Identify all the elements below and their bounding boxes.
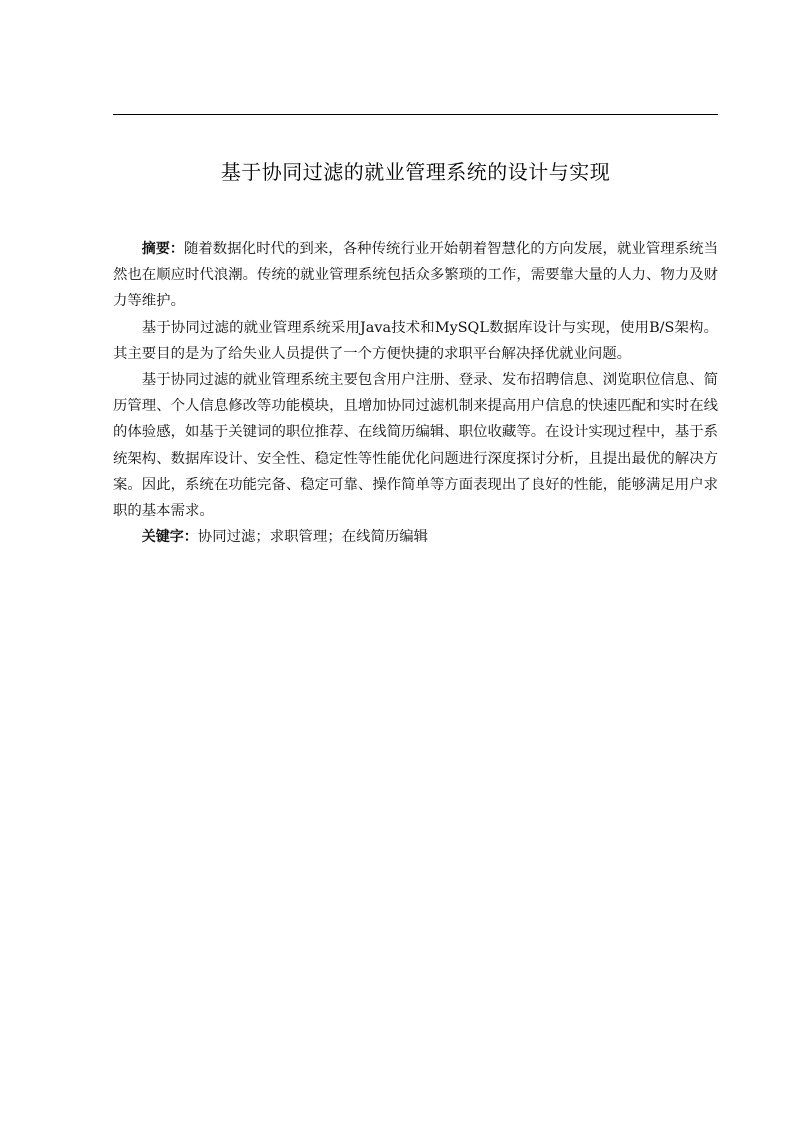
keywords-text: 协同过滤；求职管理；在线简历编辑 [197,529,429,546]
abstract-paragraph-2: 基于协同过滤的就业管理系统采用Java技术和MySQL数据库设计与实现，使用B/S架构。其主要目的是为了给失业人员提供了一个方便快捷的求职平台解决择优就业问题。 [113,319,718,362]
abstract-paragraph-1 [113,236,718,315]
keywords-label: 关键字： [141,529,198,546]
abstract-section [113,236,718,550]
abstract-label: 摘要： [141,241,184,257]
abstract-paragraph-1-text: 随着数据化时代的到来，各种传统行业开始朝着智慧化的方向发展，就业管理系统当然也在顺应时代浪潮。传统的就业管理系统包括众多繁琐的工作，需要靠大量的人力、物力及财力等维护。 [113,241,718,310]
header-rule [113,114,718,115]
abstract-paragraph-3: 基于协同过滤的就业管理系统主要包含用户注册、登录、发布招聘信息、浏览职位信息、简历管理、个人信息修改等功能模块，且增加协同过滤机制来提高用户信息的快速匹配和实时在线的体验感，如基于关键词的职位推荐、在线简历编辑、职位收藏等。在设计实现过程中，基于系统架构、数据库设计、安全性、稳定性等性能优化问题进行深度探讨分析，且提出最优的解决方案。因此，系统在功能完备、稳定可靠、操作简单等方面表现出了良好的性能，能够满足用户求职的基本需求。 [113,372,718,520]
page-title: 基于协同过滤的就业管理系统的设计与实现 [220,160,611,184]
keywords-line [113,524,718,550]
